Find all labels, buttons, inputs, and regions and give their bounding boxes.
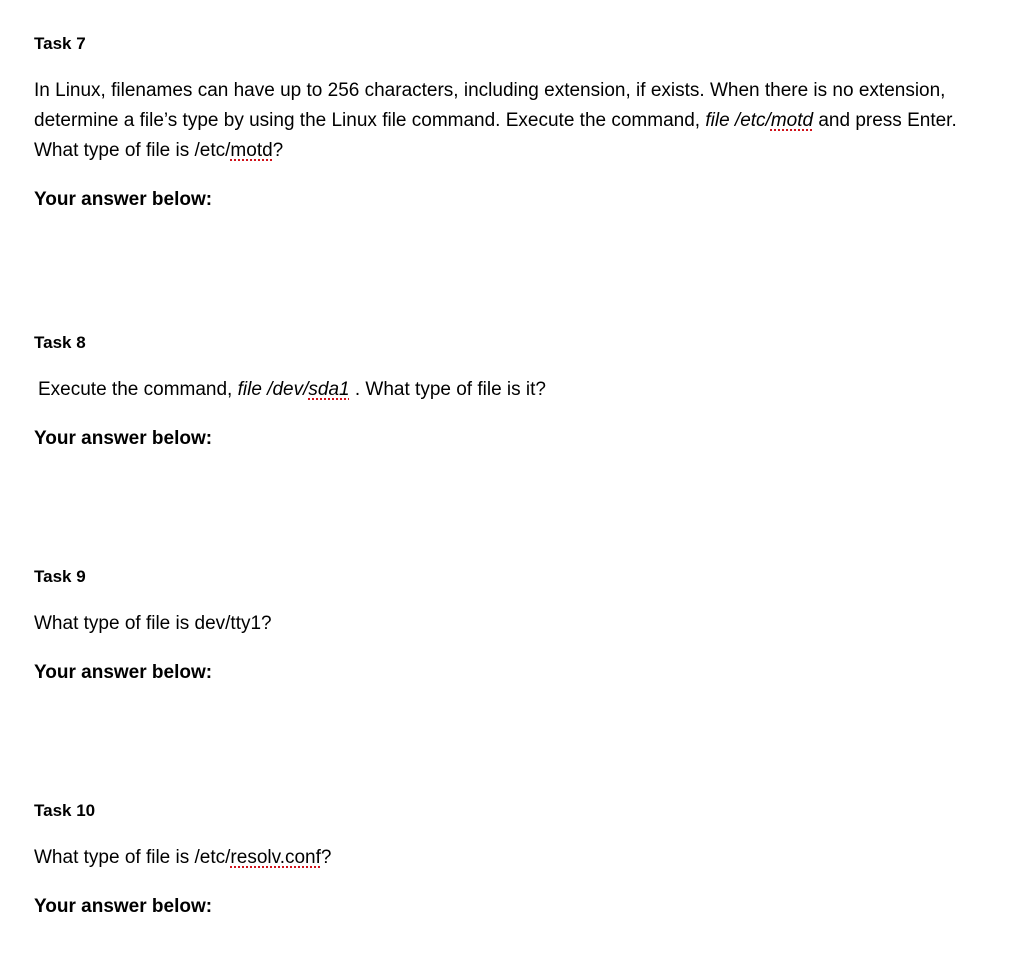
task-7-line-2-end: and press Enter. xyxy=(813,110,957,131)
task-10-answer-label: Your answer below: xyxy=(34,896,213,917)
task-7-line-2-text: determine a file’s type by using the Linux file command. Execute the command, xyxy=(34,110,706,131)
task-8-question-end: . What type of file is it? xyxy=(349,379,546,400)
task-9-question: What type of file is dev/tty1? xyxy=(34,613,272,634)
task-8-question-text: Execute the command, xyxy=(38,379,238,400)
task-7-command xyxy=(705,110,813,131)
task-10-question-end: ? xyxy=(320,847,332,868)
task-8-title: Task 8 xyxy=(34,333,86,352)
task-8-command-word: sda1 xyxy=(308,379,350,400)
task-7-question xyxy=(34,76,957,166)
task-10-question-text: What type of file is /etc/ xyxy=(34,847,231,868)
task-7-title: Task 7 xyxy=(34,34,86,53)
task-7-line-3-end: ? xyxy=(272,140,284,161)
task-8-answer-label: Your answer below: xyxy=(34,428,213,449)
task-8-command-path: file /dev/ xyxy=(237,379,309,400)
task-7-question-line-2 xyxy=(34,106,957,136)
task-7-filename-word: motd xyxy=(230,140,273,161)
task-7-question-line-1: In Linux, filenames can have up to 256 characters, including extension, if exists. When there is no extension, xyxy=(34,80,946,101)
task-7-answer-label: Your answer below: xyxy=(34,189,213,210)
task-10-question xyxy=(34,843,331,873)
task-7-question-line-3 xyxy=(34,136,957,166)
task-7-command-word: motd xyxy=(770,110,814,131)
task-7-line-3-text: What type of file is /etc/ xyxy=(34,140,231,161)
task-9-answer-label: Your answer below: xyxy=(34,662,213,683)
task-10-filename-word: resolv.conf xyxy=(230,847,321,868)
task-10-title: Task 10 xyxy=(34,801,96,820)
task-8-command xyxy=(238,379,350,400)
task-7-command-path: file /etc/ xyxy=(705,110,771,131)
task-8-question xyxy=(38,375,546,405)
task-9-title: Task 9 xyxy=(34,567,86,586)
